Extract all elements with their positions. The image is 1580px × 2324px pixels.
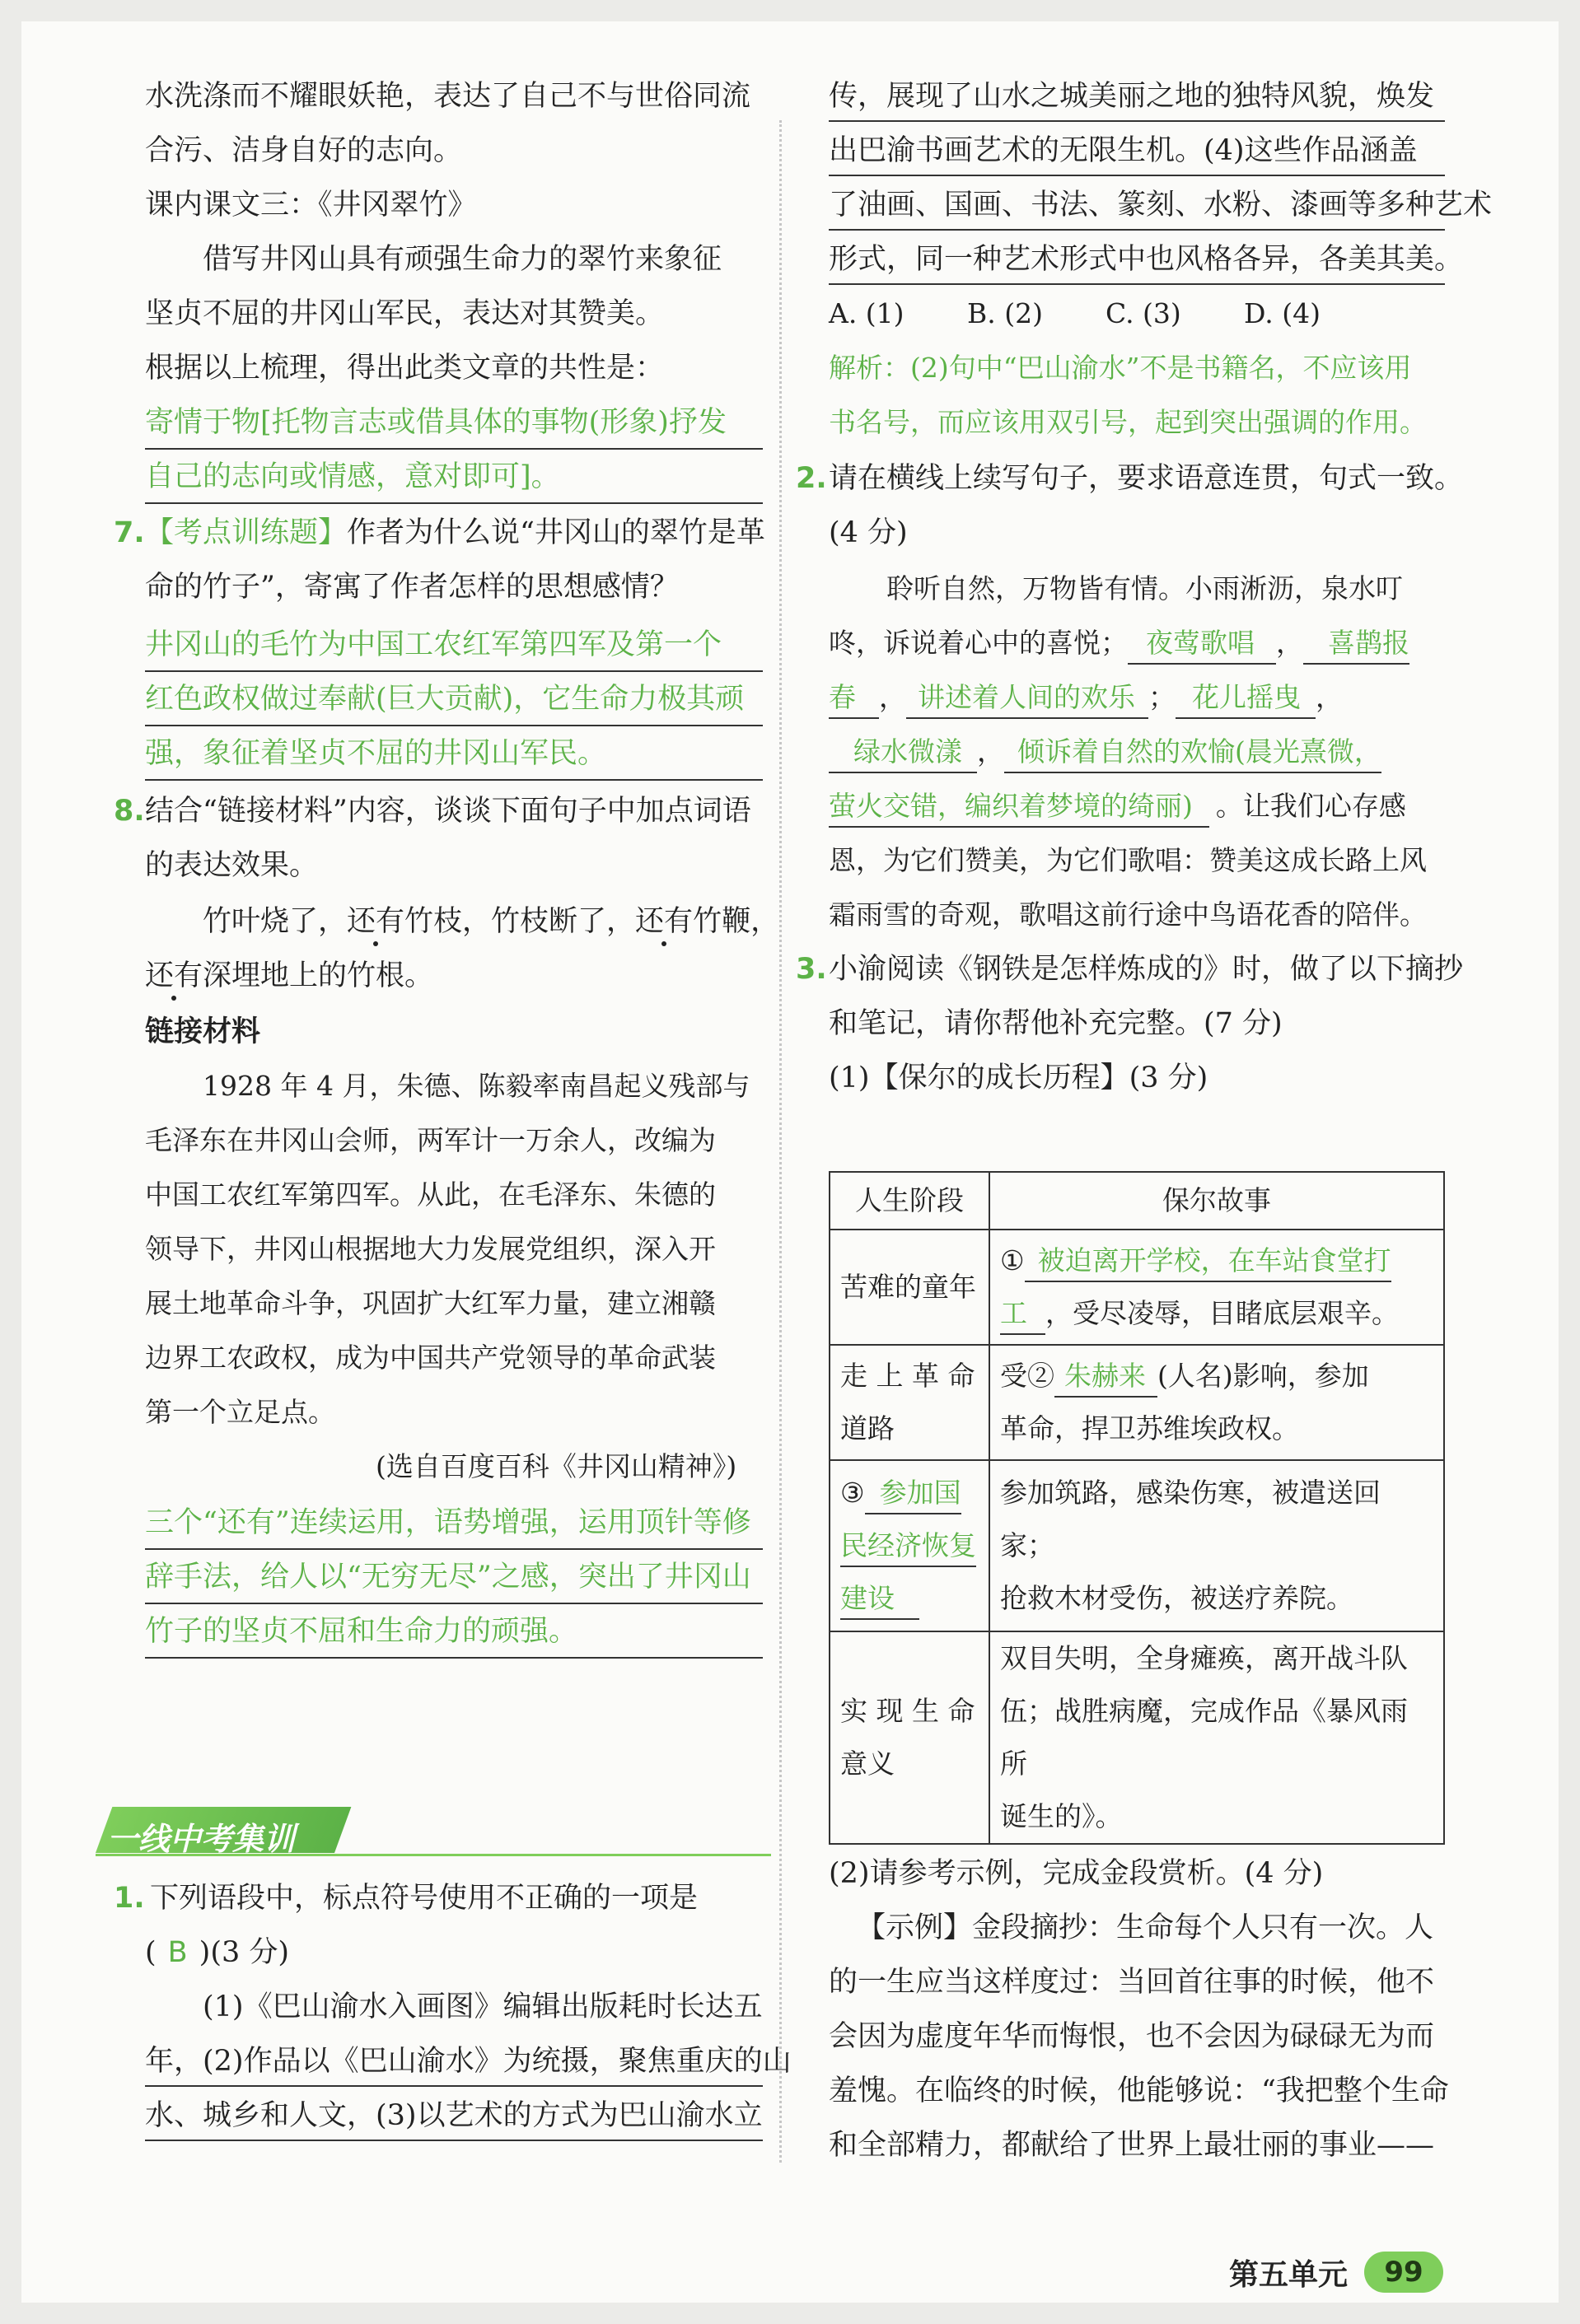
table-row (830, 1230, 1444, 1345)
link-material-title: 链接材料 (145, 1015, 261, 1048)
bracket-close: )(3 分) (199, 1936, 290, 1969)
example-line: 会因为虚度年华而悔恨，也不会因为碌碌无为而 (829, 2020, 1435, 2053)
stage-cell: 苦难的童年 (830, 1230, 989, 1345)
passage-line: 年，(2)作品以《巴山渝水》为统摄，聚焦重庆的山 (145, 2045, 792, 2078)
example-line: 【示例】金段摘抄：生命每个人只有一次。人 (857, 1911, 1434, 1944)
passage-line (829, 735, 1381, 768)
blank-answer: 工 (1000, 1297, 1045, 1335)
sentence-part: 。让我们心存感 (1215, 790, 1406, 822)
table-row (830, 1460, 1444, 1631)
blank-answer: 春 (829, 681, 879, 719)
option-a: A. (1) (829, 297, 905, 329)
material-line: 毛泽东在井冈山会师，两军计一万余人，改编为 (145, 1124, 716, 1156)
answer-rule (145, 502, 763, 504)
cell-text: 参加筑路，感染伤寒，被遣送回家； (1000, 1477, 1381, 1561)
circled-number: ① (1000, 1244, 1025, 1276)
unit-label: 第五单元 (1228, 2257, 1348, 2292)
material-line: 1928 年 4 月，朱德、陈毅率南昌起义残部与 (203, 1070, 750, 1102)
answer-line: 寄情于物[托物言志或借具体的事物(形象)抒发 (145, 406, 727, 439)
passage-line (829, 790, 1406, 822)
underline (145, 2140, 763, 2141)
answer-line: 竹子的坚贞不屈和生命力的顽强。 (145, 1615, 578, 1648)
answer-line: 井冈山的毛竹为中国工农红军第四军及第一个 (145, 628, 722, 661)
blank-answer: 参加国 (865, 1477, 961, 1514)
underline (829, 283, 1445, 285)
text-line: 和笔记，请你帮他补充完整。(7 分) (829, 1007, 1283, 1040)
cell-text: 革命，捍卫苏维埃政权。 (1000, 1412, 1299, 1444)
section-title: 一线中考集训 (107, 1821, 296, 1857)
passage-line: 了油画、国画、书法、篆刻、水粉、漆画等多种艺术 (829, 189, 1493, 222)
table-header-row (830, 1172, 1444, 1230)
punctuation: ， (879, 681, 906, 713)
passage-line: 聆听自然，万物皆有情。小雨淅沥，泉水叮 (886, 572, 1403, 604)
quoted-sentence (145, 959, 434, 992)
answer-rule (145, 725, 763, 726)
cell-text: 伍；战胜病魔，完成作品《暴风雨所 (1000, 1695, 1408, 1780)
passage-line: 出巴渝书画艺术的无限生机。(4)这些作品涵盖 (829, 134, 1418, 167)
blank-answer: 民经济恢复 (840, 1529, 976, 1567)
dotted-word: 还有 (635, 905, 694, 938)
stage-cell (830, 1631, 989, 1844)
answer-line: 红色政权做过奉献(巨大贡献)，它生命力极其顽 (145, 683, 745, 716)
sentence-part: 竹鞭， (693, 905, 780, 938)
punctuation: ， (1316, 681, 1343, 713)
answer-bracket (145, 1936, 290, 1969)
answer-line: 自己的志向或情感，意对即可]。 (145, 460, 560, 493)
circled-number: ③ (840, 1477, 865, 1509)
cell-text: 走 上 革 命 (840, 1360, 975, 1392)
story-cell (989, 1460, 1444, 1631)
blank-answer: 萤火交错，编织着梦境的绮丽) (829, 790, 1209, 828)
material-line: 中国工农红军第四军。从此，在毛泽东、朱德的 (145, 1178, 716, 1211)
page-footer (1229, 2250, 1443, 2294)
cell-text: 双目失明，全身瘫痪，离开战斗队 (1000, 1642, 1408, 1674)
table-header: 保尔故事 (989, 1172, 1444, 1230)
question-number: 8. (114, 795, 145, 828)
underline (145, 2085, 763, 2087)
text-line: 坚贞不屈的井冈山军民，表达对其赞美。 (145, 297, 665, 330)
table-row (830, 1345, 1444, 1460)
story-cell (989, 1631, 1444, 1844)
blank-answer: 夜莺歌唱 (1128, 627, 1276, 665)
stage-cell (830, 1460, 989, 1631)
blank-answer: 被迫离开学校，在车站食堂打 (1025, 1244, 1391, 1282)
sentence-part: 竹叶烧了， (203, 905, 348, 938)
chosen-answer: B (167, 1936, 188, 1969)
explanation-line: 书名号，而应该用双引号，起到突出强调的作用。 (829, 406, 1427, 438)
question-number: 3. (796, 953, 827, 986)
material-line: 边界工农政权，成为中国共产党领导的革命武装 (145, 1342, 716, 1374)
question-number: 1. (114, 1882, 145, 1915)
sentence-part: 深埋地上的竹根。 (203, 959, 434, 992)
sub-question: (1)【保尔的成长历程】(3 分) (829, 1062, 1208, 1094)
question-text: 下列语段中，标点符号使用不正确的一项是 (150, 1882, 699, 1915)
passage-line: 水、城乡和人文，(3)以艺术的方式为巴山渝水立 (145, 2099, 763, 2132)
option-d: D. (4) (1244, 297, 1321, 329)
answer-rule (145, 779, 763, 781)
story-cell (989, 1345, 1444, 1460)
material-line: 第一个立足点。 (145, 1396, 335, 1428)
punctuation: ， (977, 735, 1004, 768)
option-c: C. (3) (1106, 297, 1181, 329)
answer-rule (145, 448, 763, 450)
answer-line: 辞手法，给人以“无穷无尽”之感，突出了井冈山 (145, 1561, 751, 1594)
table-header: 人生阶段 (830, 1172, 989, 1230)
cell-text: 实 现 生 命 (840, 1695, 975, 1727)
text-line: 命的竹子”，寄寓了作者怎样的思想感情？ (145, 571, 679, 604)
passage-line (829, 627, 1409, 659)
underline (829, 175, 1445, 176)
cell-text: 诞生的》。 (1000, 1800, 1123, 1832)
story-cell (989, 1230, 1444, 1345)
cell-text: (人名)影响，参加 (1157, 1360, 1369, 1392)
question-tag: 【考点训练题】 (145, 516, 348, 549)
question-number: 7. (114, 516, 145, 549)
column-divider (779, 120, 782, 2163)
text-line: 的表达效果。 (145, 849, 319, 882)
text-line: 水洗涤而不耀眼妖艳，表达了自己不与世俗同流 (145, 80, 751, 113)
passage-line: (1)《巴山渝水入画图》编辑出版耗时长达五 (203, 1990, 763, 2023)
punctuation: ， (1276, 627, 1303, 659)
bracket-open: ( (145, 1936, 157, 1969)
example-line: 和全部精力，都献给了世界上最壮丽的事业—— (829, 2129, 1435, 2162)
blank-answer: 讲述着人间的欢乐 (906, 681, 1148, 719)
text-line: 借写井冈山具有顽强生命力的翠竹来象征 (203, 243, 722, 276)
cell-text: 受② (1000, 1360, 1054, 1392)
example-line: 的一生应当这样度过：当回首往事的时候，他不 (829, 1966, 1435, 1999)
material-line: 展土地革命斗争，巩固扩大红军力量，建立湘赣 (145, 1287, 716, 1319)
answer-rule (145, 1657, 763, 1659)
question-text: 结合“链接材料”内容，谈谈下面句子中加点词语 (145, 795, 751, 828)
section-banner (96, 1807, 771, 1860)
blank-answer: 喜鹊报 (1303, 627, 1409, 665)
cell-text: ，受尽凌辱，目睹底层艰辛。 (1045, 1297, 1399, 1329)
sub-question: (2)请参考示例，完成金段赏析。(4 分) (829, 1857, 1324, 1890)
passage-line: 形式，同一种艺术形式中也风格各异，各美其美。 (829, 243, 1464, 276)
text-line: 根据以上梳理，得出此类文章的共性是： (145, 352, 665, 385)
punctuation: ； (1148, 681, 1176, 713)
growth-table (829, 1171, 1445, 1845)
cell-text: 道路 (840, 1412, 895, 1444)
dotted-word: 还有 (145, 959, 203, 992)
blank-answer: 朱赫来 (1054, 1360, 1157, 1398)
question-text: 小渝阅读《钢铁是怎样炼成的》时，做了以下摘抄 (829, 953, 1464, 986)
explanation-line: 解析：(2)句中“巴山渝水”不是书籍名，不应该用 (829, 352, 1412, 384)
question-7 (145, 516, 765, 549)
passage-line (829, 681, 1343, 713)
blank-answer: 倾诉着自然的欢愉(晨光熹微， (1004, 735, 1381, 773)
answer-line: 强，象征着坚贞不屈的井冈山军民。 (145, 737, 607, 770)
blank-answer: 花儿摇曳 (1176, 681, 1316, 719)
quoted-sentence (203, 905, 780, 938)
material-line: 领导下，井冈山根据地大力发展党组织，深入开 (145, 1233, 716, 1265)
example-line: 羞愧。在临终的时候，他能够说：“我把整个生命 (829, 2074, 1449, 2107)
answer-line: 三个“还有”连续运用，语势增强，运用顶针等修 (145, 1506, 751, 1539)
passage-line: 传，展现了山水之城美丽之地的独特风貌，焕发 (829, 80, 1435, 113)
underline (829, 229, 1445, 231)
passage-line: 霜雨雪的奇观，歌唱这前行途中鸟语花香的陪伴。 (829, 898, 1427, 931)
underline (829, 120, 1445, 122)
blank-answer: 绿水微漾 (829, 735, 977, 773)
stage-cell (830, 1345, 989, 1460)
text-line: 课内课文三：《井冈翠竹》 (145, 189, 477, 222)
table-row (830, 1631, 1444, 1844)
page-number: 99 (1364, 2252, 1443, 2293)
material-source: (选自百度百科《井冈山精神》) (376, 1450, 737, 1482)
cell-text: 意义 (840, 1748, 895, 1780)
answer-rule (145, 670, 763, 672)
workbook-page (21, 21, 1559, 2303)
text-line: 合污、洁身自好的志向。 (145, 134, 463, 167)
question-text: 作者为什么说“井冈山的翠竹是革 (347, 516, 765, 549)
text-line: (4 分) (829, 516, 908, 549)
answer-rule (145, 1603, 763, 1604)
answer-rule (145, 1548, 763, 1550)
question-number: 2. (796, 462, 827, 495)
sentence-part: 咚，诉说着心中的喜悦； (829, 627, 1128, 659)
blank-answer: 建设 (840, 1582, 919, 1620)
passage-line: 恩，为它们赞美，为它们歌唱：赞美这成长路上风 (829, 844, 1427, 876)
dotted-word: 还有 (347, 905, 405, 938)
sentence-part: 竹枝，竹枝断了， (404, 905, 636, 938)
cell-text: 抢救木材受伤，被送疗养院。 (1000, 1582, 1353, 1614)
option-b: B. (2) (967, 297, 1043, 329)
question-text: 请在横线上续写句子，要求语意连贯，句式一致。 (829, 462, 1464, 495)
